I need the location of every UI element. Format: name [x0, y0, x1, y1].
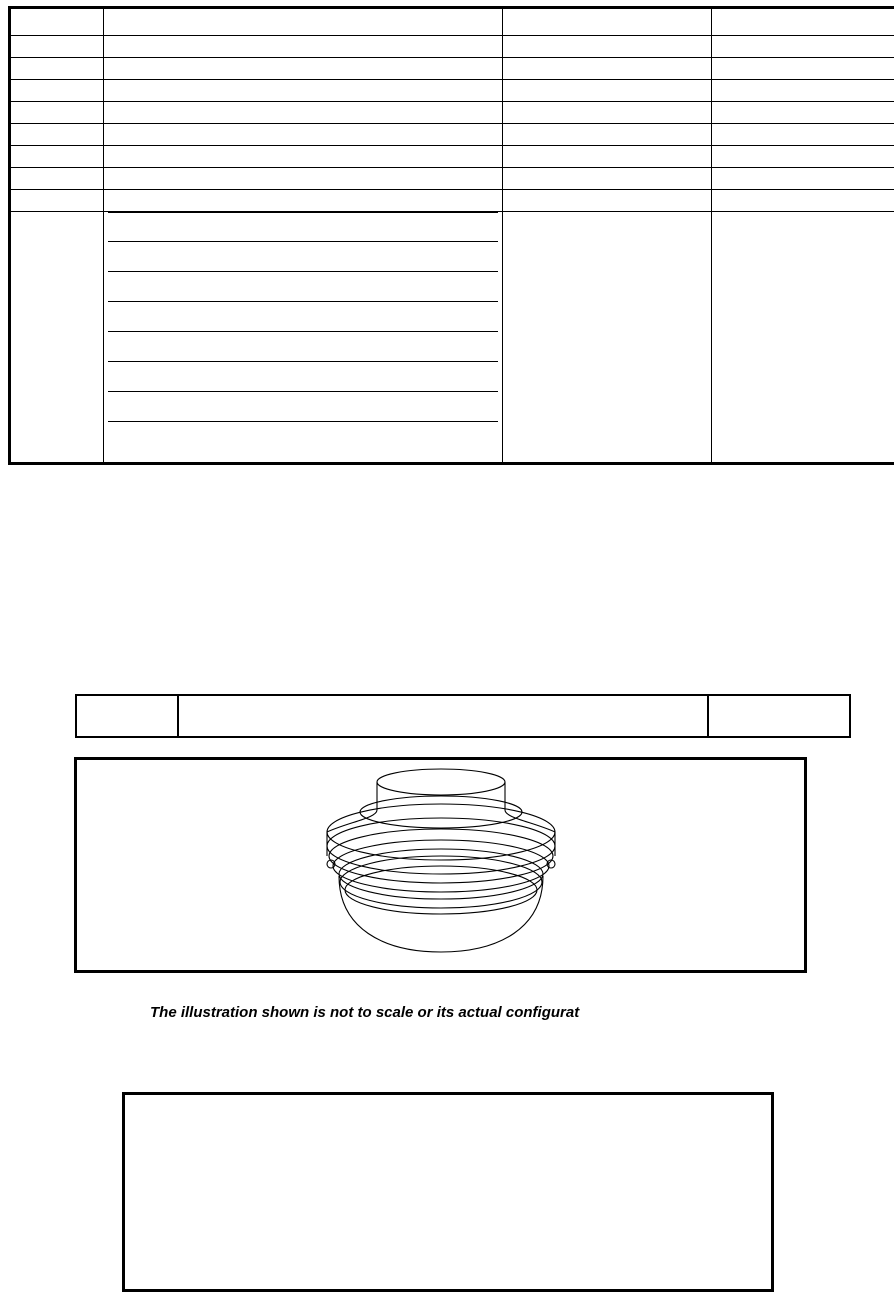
cell-c: [503, 124, 712, 146]
cell-a: [10, 58, 104, 80]
cell-b: [104, 102, 503, 124]
cell-a: [10, 36, 104, 58]
illustration-box: [74, 757, 807, 973]
note-line: [139, 1126, 757, 1127]
illustration-header-cell-a: [76, 695, 178, 737]
cell-c-expanded: [503, 212, 712, 464]
cell-c: [503, 190, 712, 212]
note-line: [139, 1140, 757, 1141]
list-item: [108, 272, 498, 302]
table-row: [10, 190, 894, 212]
illustration-caption: The illustration shown is not to scale or its actual configurat: [150, 1004, 580, 1021]
cell-d: [712, 80, 894, 102]
note-box: [122, 1092, 774, 1292]
cell-d: [712, 36, 894, 58]
cell-a-expanded: [10, 212, 104, 464]
specification-table: [8, 6, 894, 465]
cell-d-expanded: [712, 212, 894, 464]
dome-light-fixture-icon: [271, 760, 611, 970]
cell-d: [712, 58, 894, 80]
cell-b: [104, 80, 503, 102]
cell-c: [503, 146, 712, 168]
cell-c: [503, 80, 712, 102]
cell-a: [10, 80, 104, 102]
table-row: [10, 168, 894, 190]
list-item: [108, 392, 498, 422]
cell-b: [104, 190, 503, 212]
cell-d: [712, 168, 894, 190]
cell-b: [104, 124, 503, 146]
table-row: [10, 58, 894, 80]
cell-b: [104, 146, 503, 168]
cell-d: [712, 190, 894, 212]
note-line: [139, 1112, 757, 1113]
note-line: [139, 1119, 757, 1120]
cell-c: [503, 36, 712, 58]
illustration-header-cell-c: [708, 695, 850, 737]
cell-a: [10, 146, 104, 168]
illustration-header-cell-b: [178, 695, 708, 737]
table-row: [10, 124, 894, 146]
note-line: [139, 1105, 757, 1106]
cell-a: [10, 124, 104, 146]
cell-b-sublist: [104, 212, 503, 464]
cell-d: [712, 124, 894, 146]
sub-item-list: [108, 212, 498, 422]
cell-b: [104, 36, 503, 58]
cell-a: [10, 102, 104, 124]
cell-b: [104, 58, 503, 80]
header-cell-a: [10, 8, 104, 36]
cell-d: [712, 102, 894, 124]
table-row: [10, 80, 894, 102]
list-item: [108, 332, 498, 362]
list-item: [108, 212, 498, 242]
header-cell-b: [104, 8, 503, 36]
cell-c: [503, 58, 712, 80]
cell-c: [503, 102, 712, 124]
cell-a: [10, 190, 104, 212]
table-row: [10, 102, 894, 124]
list-item: [108, 362, 498, 392]
table-row: [10, 146, 894, 168]
table-header-row: [10, 8, 894, 36]
cell-a: [10, 168, 104, 190]
cell-d: [712, 146, 894, 168]
cell-c: [503, 168, 712, 190]
list-item: [108, 242, 498, 272]
header-cell-d: [712, 8, 894, 36]
note-line: [139, 1133, 757, 1134]
table-row: [10, 36, 894, 58]
header-cell-c: [503, 8, 712, 36]
illustration-header-table: [75, 694, 851, 738]
list-item: [108, 302, 498, 332]
table-row: [76, 695, 850, 737]
table-row-expanded: [10, 212, 894, 464]
cell-b: [104, 168, 503, 190]
